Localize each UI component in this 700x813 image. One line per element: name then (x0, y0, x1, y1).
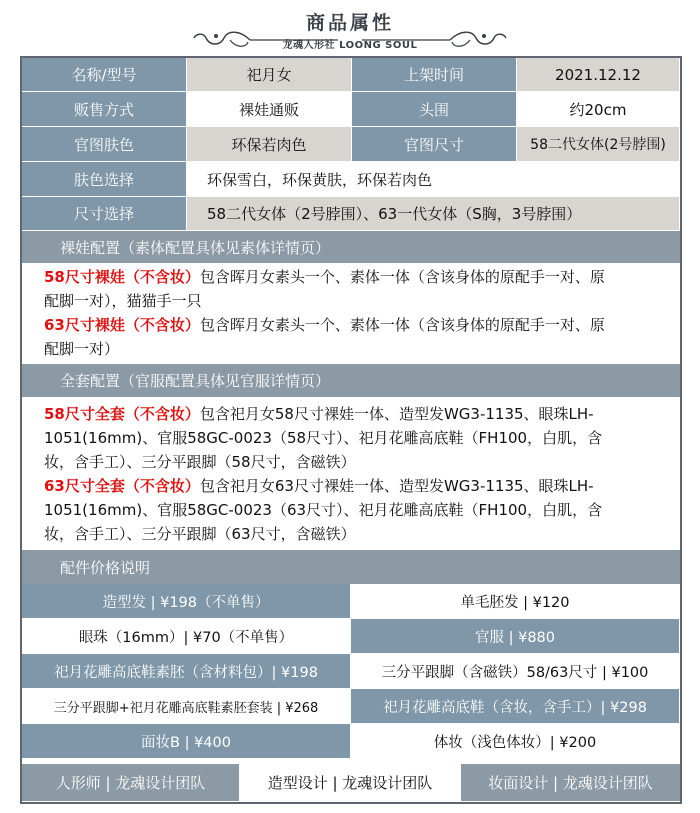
full-item (44, 474, 658, 498)
credits-row (22, 764, 680, 802)
price-item: 体妆（浅色体妆）| ¥200 (351, 724, 680, 759)
size-choice-value: 58二代女体（2号脖围）、63一代女体（S胸，3号脖围） (187, 197, 680, 231)
skin-choice-row (22, 162, 680, 197)
nude-item-tag: 63尺寸裸娃（不含妆） (44, 316, 200, 334)
attr-label: 头围 (352, 92, 517, 127)
credit-makeup: 妆面设计 | 龙魂设计团队 (461, 764, 680, 802)
attr-value: 58二代女体(2号脖围) (517, 127, 680, 162)
full-config-list (22, 402, 680, 546)
full-config-heading: 全套配置（官服配置具体见官服详情页） (22, 364, 680, 397)
price-item: 三分平跟脚+祀月花雕高底鞋素胚套装 | ¥268 (22, 689, 351, 724)
attr-value: 2021.12.12 (517, 58, 680, 92)
price-item: 三分平跟脚（含磁铁）58/63尺寸 | ¥100 (351, 654, 680, 689)
price-row (22, 724, 680, 759)
full-item-text: 包含祀月女63尺寸裸娃一体、造型发WG3-1135、眼珠LH- (199, 477, 594, 495)
nude-item-text: 包含晖月女素头一个、素体一体（含该身体的原配手一对、原 (199, 268, 605, 286)
attr-row (22, 58, 680, 92)
full-item (44, 402, 658, 426)
attr-value: 环保若肉色 (187, 127, 352, 162)
price-row (22, 619, 680, 654)
price-item: 造型发 | ¥198（不单售） (22, 584, 351, 619)
price-row (22, 689, 680, 724)
credit-doll-artist: 人形师 | 龙魂设计团队 (22, 764, 241, 802)
nude-item (44, 265, 658, 289)
size-choice-row (22, 197, 680, 231)
attr-label: 官图尺寸 (352, 127, 517, 162)
full-item-tag: 63尺寸全套（不含妆） (44, 477, 200, 495)
price-row (22, 654, 680, 689)
skin-choice-value: 环保雪白，环保黄肤，环保若肉色 (187, 162, 680, 197)
attr-value: 约20cm (517, 92, 680, 127)
price-heading: 配件价格说明 (22, 550, 680, 584)
nude-item-text-cont: 配脚一对），猫猫手一只 (44, 292, 202, 310)
nude-config-heading: 裸娃配置（素体配置具体见素体详情页） (22, 231, 680, 263)
attr-label: 贩售方式 (22, 92, 187, 127)
attr-value: 祀月女 (187, 58, 352, 92)
nude-config-list (22, 265, 680, 361)
skin-choice-label: 肤色选择 (22, 162, 187, 197)
price-item: 眼珠（16mm）| ¥70（不单售） (22, 619, 351, 654)
credit-styling: 造型设计 | 龙魂设计团队 (241, 764, 461, 802)
nude-item-tag: 58尺寸裸娃（不含妆） (44, 268, 200, 286)
attr-label: 名称/型号 (22, 58, 187, 92)
price-item: 祀月花雕高底鞋素胚（含材料包）| ¥198 (22, 654, 351, 689)
full-item-tag: 58尺寸全套（不含妆） (44, 405, 200, 423)
size-choice-label: 尺寸选择 (22, 197, 187, 231)
full-item-text-cont: 妆，含手工）、三分平跟脚（58尺寸，含磁铁） (44, 453, 356, 471)
price-row (22, 584, 680, 619)
nude-item-text: 包含晖月女素头一个、素体一体（含该身体的原配手一对、原 (199, 316, 605, 334)
full-item-text-cont: 1051(16mm)、官服58GC-0023（63尺寸）、祀月花雕高底鞋（FH100，白肌，含 (44, 501, 603, 519)
page-header (0, 0, 700, 56)
full-item-text-cont: 妆，含手工）、三分平跟脚（63尺寸，含磁铁） (44, 525, 356, 543)
price-item: 官服 | ¥880 (351, 619, 680, 654)
attr-row (22, 92, 680, 127)
price-item: 祀月花雕高底鞋（含妆，含手工）| ¥298 (351, 689, 680, 724)
nude-item-text-cont: 配脚一对） (44, 340, 120, 358)
attr-label: 官图肤色 (22, 127, 187, 162)
brand-subtitle: 龙魂人形社 LOONG SOUL (282, 40, 418, 51)
attribute-table (20, 56, 682, 804)
price-item: 单毛胚发 | ¥120 (351, 584, 680, 619)
attr-label: 上架时间 (352, 58, 517, 92)
attr-row (22, 127, 680, 162)
nude-item (44, 313, 658, 337)
price-item: 面妆B | ¥400 (22, 724, 351, 759)
full-item-text: 包含祀月女58尺寸裸娃一体、造型发WG3-1135、眼珠LH- (199, 405, 594, 423)
full-item-text-cont: 1051(16mm)、官服58GC-0023（58尺寸）、祀月花雕高底鞋（FH100，白肌，含 (44, 429, 603, 447)
page-title: 商品属性 (305, 12, 394, 34)
attr-value: 裸娃通贩 (187, 92, 352, 127)
